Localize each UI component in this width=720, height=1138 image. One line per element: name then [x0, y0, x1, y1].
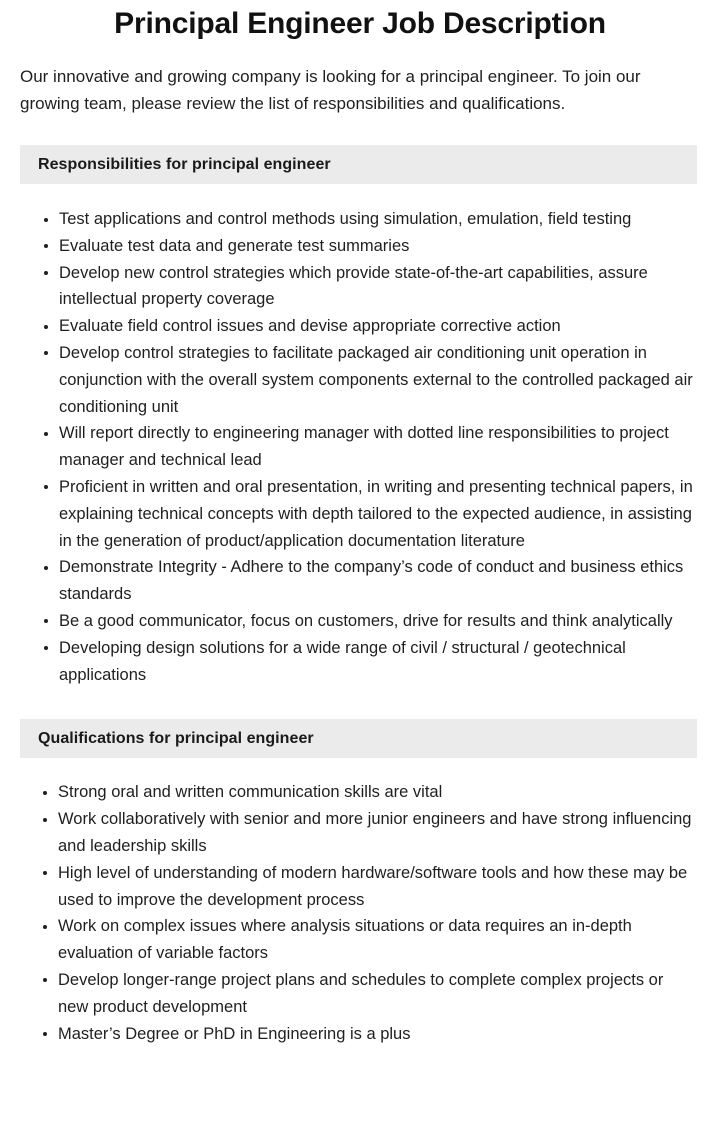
- list-item: Be a good communicator, focus on customers, drive for results and think analytically: [44, 608, 698, 635]
- list-item: Will report directly to engineering manager with dotted line responsibilities to project manager and technical lead: [44, 420, 698, 474]
- section-header-qualifications: [20, 719, 697, 758]
- section-header-responsibilities: [20, 145, 697, 184]
- list-item: Master’s Degree or PhD in Engineering is a plus: [43, 1021, 698, 1048]
- list-item: Demonstrate Integrity - Adhere to the company’s code of conduct and business ethics standards: [44, 554, 698, 608]
- list-item: Evaluate field control issues and devise appropriate corrective action: [44, 313, 698, 340]
- intro-paragraph: Our innovative and growing company is looking for a principal engineer. To join our growing team, please review the list of responsibilities and qualifications.: [20, 67, 641, 113]
- page-title: Principal Engineer Job Description: [114, 7, 606, 40]
- section-responsibilities: [0, 145, 720, 688]
- section-qualifications: [0, 719, 720, 1047]
- list-item: Develop new control strategies which provide state-of-the-art capabilities, assure intellectual property coverage: [44, 260, 698, 314]
- list-item: Work on complex issues where analysis situations or data requires an in-depth evaluation of variable factors: [43, 913, 698, 967]
- list-item: Develop longer-range project plans and schedules to complete complex projects or new product development: [43, 967, 698, 1021]
- list-item: Strong oral and written communication skills are vital: [43, 779, 698, 806]
- list-item: Evaluate test data and generate test summaries: [44, 233, 698, 260]
- list-item: Work collaboratively with senior and more junior engineers and have strong influencing and leadership skills: [43, 806, 698, 860]
- list-item: Proficient in written and oral presentation, in writing and presenting technical papers, in explaining technical concepts with depth tailored to the expected audience, in assisting in the generation of product/application documentation literature: [44, 474, 698, 554]
- list-item: Developing design solutions for a wide range of civil / structural / geotechnical applications: [44, 635, 698, 689]
- bottom-spacer: [0, 1047, 720, 1071]
- responsibilities-list: [0, 206, 720, 688]
- list-item: Develop control strategies to facilitate packaged air conditioning unit operation in conjunction with the overall system components external to the controlled packaged air conditioning unit: [44, 340, 698, 420]
- qualifications-list: [0, 779, 720, 1047]
- list-item: High level of understanding of modern hardware/software tools and how these may be used to improve the development process: [43, 860, 698, 914]
- list-item: Test applications and control methods using simulation, emulation, field testing: [44, 206, 698, 233]
- section-heading-label: Responsibilities for principal engineer: [38, 155, 331, 173]
- section-heading-label: Qualifications for principal engineer: [38, 729, 314, 747]
